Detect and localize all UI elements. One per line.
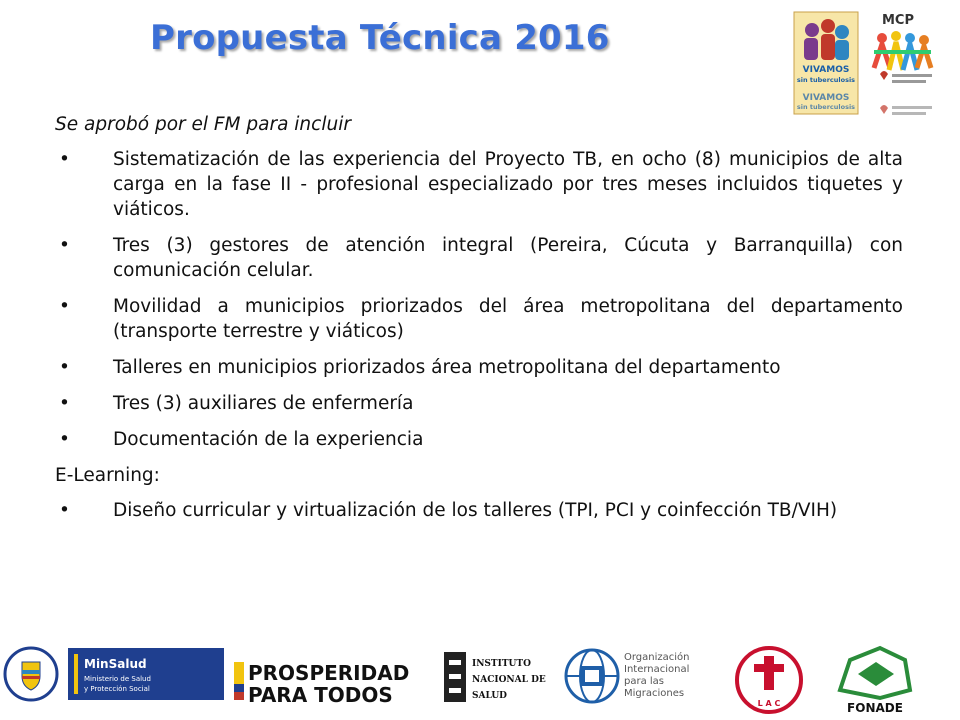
vivamos-text-reflection: VIVAMOS xyxy=(802,93,850,103)
footer-logos xyxy=(0,640,960,720)
bullet-list-1 xyxy=(55,147,903,452)
section-label: E-Learning: xyxy=(55,465,160,486)
oim-logo xyxy=(566,650,690,702)
lac-text: L A C xyxy=(757,699,781,708)
slide-body xyxy=(55,112,903,534)
bullet-item: • Documentación de la experiencia xyxy=(55,427,903,452)
minsalud-sub1: Ministerio de Salud xyxy=(84,675,151,683)
ins-line2: NACIONAL DE xyxy=(472,675,546,685)
minsalud-sub2: y Protección Social xyxy=(84,685,150,693)
vivamos-text: VIVAMOS xyxy=(802,65,850,75)
minsalud-title: MinSalud xyxy=(84,657,147,671)
bullet-list-2 xyxy=(55,498,903,523)
vivamos-logo xyxy=(794,12,858,114)
bullet-item: • Talleres en municipios priorizados área metropolitana del departamento xyxy=(55,355,903,380)
mcp-logo xyxy=(874,13,932,115)
oim-line3: para las xyxy=(624,676,665,687)
bullet-item: • Sistematización de las experiencia del Proyecto TB, en ocho (8) municipios de alta carga en la fase II - profesional especializado por tres meses incluidos tiquetes y viáticos. xyxy=(55,147,903,222)
oim-line2: Internacional xyxy=(624,664,690,675)
bullet-item: • Tres (3) auxiliares de enfermería xyxy=(55,391,903,416)
oim-line4: Migraciones xyxy=(624,688,685,699)
intro-text: Se aprobó por el FM para incluir xyxy=(55,114,351,135)
oim-line1: Organización xyxy=(624,652,690,663)
fonade-text: FONADE xyxy=(847,701,903,715)
colombia-shield-logo xyxy=(5,648,57,700)
mcp-text: MCP xyxy=(882,13,915,28)
ins-line1: INSTITUTO xyxy=(472,659,531,669)
partner-logos-top-right xyxy=(790,8,940,120)
bullet-item: • Movilidad a municipios priorizados del área metropolitana del departamento (transporte terrestre y viáticos) xyxy=(55,294,903,344)
slide-title: Propuesta Técnica 2016 xyxy=(150,18,610,58)
prosperidad-logo xyxy=(234,661,409,707)
prosperidad-line1: PROSPERIDAD xyxy=(248,661,410,685)
prosperidad-line2: PARA TODOS xyxy=(248,683,393,707)
bullet-item: • Tres (3) gestores de atención integral (Pereira, Cúcuta y Barranquilla) con comunicación celular. xyxy=(55,233,903,283)
vivamos-subtext: sin tuberculosis xyxy=(796,76,856,84)
vivamos-subtext-reflection: sin tuberculosis xyxy=(796,103,856,111)
bullet-item: • Diseño curricular y virtualización de los talleres (TPI, PCI y coinfección TB/VIH) xyxy=(55,498,903,523)
ins-logo xyxy=(444,652,546,702)
minsalud-logo xyxy=(68,648,224,700)
fonade-logo xyxy=(840,648,910,715)
lac-logo xyxy=(737,648,801,712)
ins-line3: SALUD xyxy=(472,691,507,701)
